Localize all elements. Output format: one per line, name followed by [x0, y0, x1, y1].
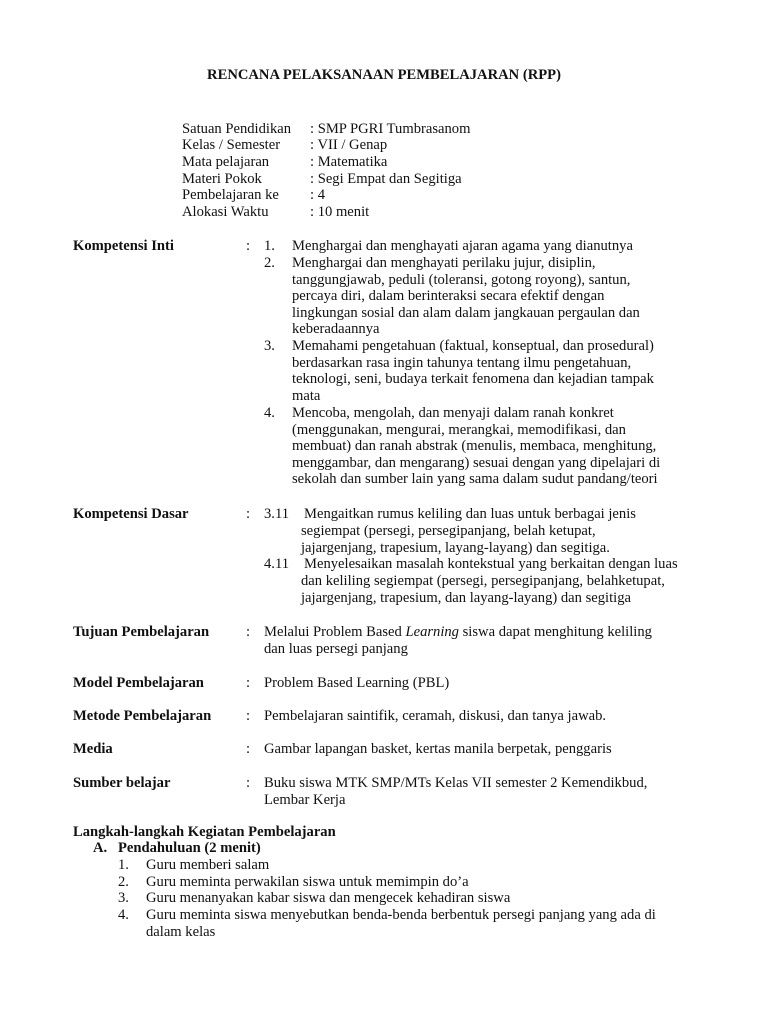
ki-number: 2. — [264, 255, 275, 271]
identity-value: : Matematika — [310, 154, 388, 170]
ki-line: menggambar, dan mengarang) sesuai dengan yang dipelajari di — [292, 454, 661, 471]
tujuan-text: siswa dapat menghitung keliling — [458, 624, 652, 640]
ki-line: Menghargai dan menghayati perilaku jujur, disiplin, — [292, 255, 596, 271]
tujuan-line-2: dan luas persegi panjang — [264, 641, 408, 657]
tujuan-line-1 — [264, 624, 704, 641]
ki-line: tanggungjawab, peduli (toleransi, gotong royong), santun, — [292, 271, 631, 288]
step-number: 2. — [118, 874, 129, 890]
identity-value: : 10 menit — [310, 204, 370, 220]
ki-line: percaya diri, dalam berinteraksi secara efektif dengan — [292, 288, 605, 305]
identity-label: Materi Pokok — [182, 171, 262, 187]
kd-line: jajargenjang, trapesium, layang-layang) dan segitiga. — [301, 540, 610, 556]
ki-number: 3. — [264, 338, 275, 354]
sumber-label: Sumber belajar — [73, 775, 171, 791]
tujuan-text: Melalui Problem Based — [264, 624, 406, 640]
model-text: Problem Based Learning (PBL) — [264, 675, 450, 691]
ki-line: Menghargai dan menghayati ajaran agama yang dianutnya — [292, 238, 633, 254]
kd-line: Mengaitkan rumus keliling dan luas untuk berbagai jenis — [304, 506, 636, 522]
media-label: Media — [73, 741, 113, 757]
step-line: Guru meminta perwakilan siswa untuk memimpin do’a — [146, 874, 469, 890]
ki-line: berdasarkan rasa ingin tahunya tentang ilmu pengetahuan, — [292, 354, 632, 371]
identity-value: : Segi Empat dan Segitiga — [310, 171, 462, 187]
ki-text — [292, 238, 712, 255]
identity-label: Kelas / Semester — [182, 137, 281, 153]
colon: : — [246, 238, 251, 254]
metode-text: Pembelajaran saintifik, ceramah, diskusi, dan tanya jawab. — [264, 708, 607, 724]
ki-line: sekolah dan sumber lain yang sama dalam sudut pandang/teori — [292, 471, 658, 488]
colon: : — [246, 675, 251, 691]
kd-line: segiempat (persegi, persegipanjang, belah ketupat, — [301, 523, 596, 539]
step-line: Guru menanyakan kabar siswa dan mengecek kehadiran siswa — [146, 890, 511, 906]
steps-title: Langkah-langkah Kegiatan Pembelajaran — [73, 824, 336, 840]
colon: : — [246, 775, 251, 791]
identity-value: : VII / Genap — [310, 137, 388, 153]
step-number: 4. — [118, 907, 129, 923]
step-number: 3. — [118, 890, 129, 906]
ki-line: teknologi, seni, budaya terkait fenomena dan kejadian tampak — [292, 371, 654, 388]
kompetensi-inti-label: Kompetensi Inti — [73, 238, 174, 254]
ki-number: 1. — [264, 238, 275, 254]
ki-text — [292, 405, 712, 488]
identity-label: Mata pelajaran — [182, 154, 270, 170]
model-label: Model Pembelajaran — [73, 675, 204, 691]
step-text — [146, 907, 706, 940]
section-letter: A. — [93, 840, 108, 856]
identity-label: Alokasi Waktu — [182, 204, 269, 220]
section-title: Pendahuluan (2 menit) — [118, 840, 261, 856]
kd-line: dan keliling segiempat (persegi, persegipanjang, belahketupat, — [301, 573, 665, 589]
colon: : — [246, 708, 251, 724]
step-line: Guru memberi salam — [146, 857, 270, 873]
kd-line: jajargenjang, trapesium, dan layang-layang) dan segitiga — [301, 590, 631, 606]
ki-line: lingkungan sosial dan alam dalam jangkauan pergaulan dan — [292, 304, 640, 321]
identity-label: Satuan Pendidikan — [182, 121, 292, 137]
ki-number: 4. — [264, 405, 275, 421]
ki-line: keberadaannya — [292, 321, 380, 338]
media-text: Gambar lapangan basket, kertas manila berpetak, penggaris — [264, 741, 612, 757]
colon: : — [246, 506, 251, 522]
sumber-line: Lembar Kerja — [264, 792, 346, 808]
ki-text — [292, 255, 712, 338]
step-number: 1. — [118, 857, 129, 873]
sumber-line: Buku siswa MTK SMP/MTs Kelas VII semester 2 Kemendikbud, — [264, 775, 648, 791]
step-line: Guru meminta siswa menyebutkan benda-benda berbentuk persegi panjang yang ada di — [146, 907, 656, 923]
kd-line: Menyelesaikan masalah kontekstual yang berkaitan dengan luas — [304, 556, 678, 572]
tujuan-label: Tujuan Pembelajaran — [73, 624, 210, 640]
colon: : — [246, 624, 251, 640]
ki-line: Memahami pengetahuan (faktual, konseptual, dan prosedural) — [292, 338, 654, 354]
identity-value: : 4 — [310, 187, 325, 203]
tujuan-italic-text: Learning — [405, 624, 459, 640]
ki-line: Mencoba, mengolah, dan menyaji dalam ranah konkret — [292, 405, 614, 421]
kd-number: 3.11 — [264, 506, 289, 522]
document-title: RENCANA PELAKSANAAN PEMBELAJARAN (RPP) — [207, 67, 561, 83]
ki-line: membuat) dan ranah abstrak (menulis, membaca, menghitung, — [292, 438, 657, 455]
ki-text — [292, 338, 712, 404]
ki-line: (menggunakan, mengurai, merangkai, memodifikasi, dan — [292, 421, 626, 438]
step-line: dalam kelas — [146, 923, 216, 940]
identity-label: Pembelajaran ke — [182, 187, 279, 203]
kompetensi-dasar-label: Kompetensi Dasar — [73, 506, 189, 522]
kd-number: 4.11 — [264, 556, 289, 572]
ki-line: mata — [292, 387, 321, 404]
identity-value: : SMP PGRI Tumbrasanom — [310, 121, 471, 137]
metode-label: Metode Pembelajaran — [73, 708, 212, 724]
colon: : — [246, 741, 251, 757]
